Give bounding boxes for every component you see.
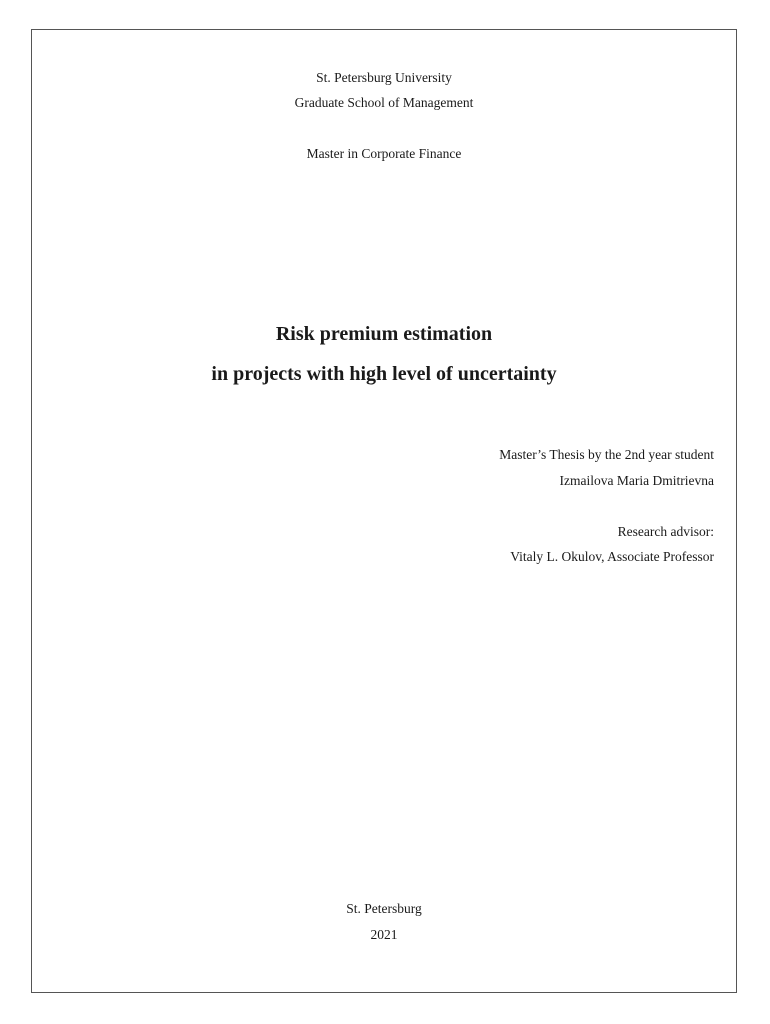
thesis-title-line-1: Risk premium estimation <box>275 323 493 345</box>
year: 2021 <box>370 927 398 942</box>
program-name: Master in Corporate Finance <box>306 146 462 161</box>
city: St. Petersburg <box>346 901 422 916</box>
school-name: Graduate School of Management <box>294 95 474 110</box>
title-page <box>31 29 737 993</box>
thesis-title-line-2: in projects with high level of uncertainty <box>211 363 557 385</box>
author-name: Izmailova Maria Dmitrievna <box>559 473 714 488</box>
university-name: St. Petersburg University <box>316 70 452 85</box>
advisor-label: Research advisor: <box>617 524 714 539</box>
advisor-name: Vitaly L. Okulov, Associate Professor <box>510 549 714 564</box>
thesis-type: Master’s Thesis by the 2nd year student <box>499 447 714 462</box>
